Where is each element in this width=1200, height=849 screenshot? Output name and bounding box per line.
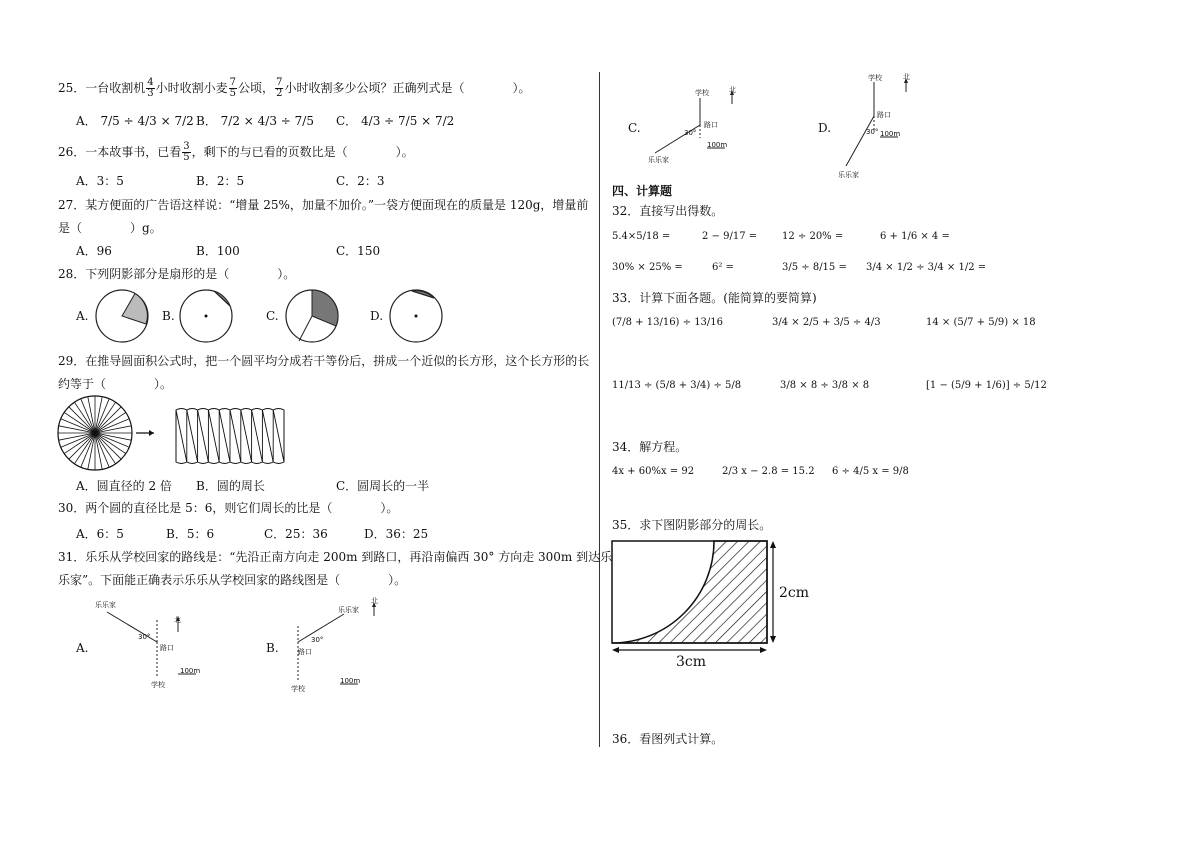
q29-option-b[interactable]: B．圆的周长 [196,479,265,493]
q31-map-b-home: 乐乐家 [338,606,359,614]
q25-option-b[interactable]: B． 7/2 × 4/3 ÷ 7/5 [196,114,314,128]
q33-item-6: [1 − (5/9 + 1/6)] ÷ 5/12 [926,380,1047,391]
q35-height-label: 2cm [779,585,810,601]
q31-map-b-school: 学校 [291,685,305,693]
q28-label-b[interactable]: B. [162,309,175,323]
q31-label-d[interactable]: D. [818,121,832,135]
q34-equation-3: 6 ÷ 4/5 x = 9/8 [832,466,909,477]
q28-stem: 28．下列阴影部分是扇形的是（ ）。 [58,267,296,281]
q31-map-d-scale: 100m [880,130,901,138]
q31-map-a-angle: 30° [138,633,151,641]
q31-map-c-home: 乐乐家 [648,156,669,164]
q31-stem-line1: 31．乐乐从学校回家的路线是：“先沿正南方向走 200m 到路口，再沿南偏西 30° 方向走 300m 到达乐 [58,550,613,564]
q29-stem-line2: 约等于（ ）。 [58,377,173,391]
q28-label-d[interactable]: D. [370,309,384,323]
q34-equation-2: 2/3 x − 2.8 = 15.2 [722,466,815,477]
q31-map-a-north: 北 [174,616,181,624]
q33-item-4: 11/13 ÷ (5/8 + 3/4) ÷ 5/8 [612,380,742,391]
q27-option-b[interactable]: B．100 [196,244,240,258]
q30-option-b[interactable]: B．5：6 [166,527,215,541]
q34-stem: 34．解方程。 [612,440,688,454]
q31-label-a[interactable]: A. [76,641,89,655]
q31-stem-line2: 乐家”。下面能正确表示乐乐从学校回家的路线图是（ ）。 [58,573,407,587]
q32-item-3: 12 ÷ 20% = [782,231,844,242]
section-4-title: 四、计算题 [612,184,673,198]
q35-width-label: 3cm [676,654,707,670]
q31-map-c-crossing: 路口 [704,121,718,129]
q31-map-d-crossing: 路口 [877,111,891,119]
q30-option-c[interactable]: C．25：36 [264,527,328,541]
q30-option-a[interactable]: A．6：5 [76,527,124,541]
q29-option-a[interactable]: A．圆直径的 2 倍 [76,479,172,493]
q31-map-b-crossing: 路口 [298,648,312,656]
q26-option-a[interactable]: A．3：5 [76,174,124,188]
q32-item-6: 6² = [712,262,734,273]
q33-stem: 33．计算下面各题。(能简算的要简算) [612,291,817,305]
q31-label-b[interactable]: B. [266,641,279,655]
q26-stem: 26．一本故事书，已看 $\frac{3}{5}$ ，剩下的与已看的页数比是（ ）。 [58,141,414,163]
q31-map-c-angle: 30° [684,129,697,137]
q26-fraction-3-5: $\frac{3}{5}$ [183,141,190,163]
q29-option-c[interactable]: C．圆周长的一半 [336,479,430,493]
q27-stem-line1: 27．某方便面的广告语这样说：“增量 25%，加量不加价。”一袋方便面现在的质量是 120g，增量前 [58,198,589,212]
q32-item-7: 3/5 ÷ 8/15 = [782,262,847,273]
q32-item-2: 2 − 9/17 = [702,231,758,242]
q32-stem: 32．直接写出得数。 [612,204,724,218]
q33-item-3: 14 × (5/7 + 5/9) × 18 [926,317,1036,328]
q31-map-a-school: 学校 [151,681,165,689]
q32-item-1: 5.4×5/18 = [612,231,671,242]
q31-map-a-crossing: 路口 [160,644,174,652]
q31-map-c-scale: 100m [707,141,728,149]
q35-stem: 35．求下图阴影部分的周长。 [612,518,772,532]
q28-label-a[interactable]: A. [76,309,89,323]
q31-map-d-angle: 30° [866,128,879,136]
q31-map-c-north: 北 [729,86,736,94]
q27-stem-line2: 是（ ）g。 [58,221,162,235]
q27-option-c[interactable]: C．150 [336,244,381,258]
q31-map-b-scale: 100m [340,677,361,685]
q29-stem-line1: 29．在推导圆面积公式时，把一个圆平均分成若干等份后，拼成一个近似的长方形，这个长方形的长 [58,354,590,368]
q32-item-8: 3/4 × 1/2 ÷ 3/4 × 1/2 = [866,262,987,273]
q28-label-c[interactable]: C. [266,309,279,323]
q30-stem: 30．两个圆的直径比是 5：6，则它们周长的比是（ ）。 [58,501,399,515]
q32-item-4: 6 + 1/6 × 4 = [880,231,950,242]
q34-equation-1: 4x + 60%x = 92 [612,466,695,477]
q31-map-d-home: 乐乐家 [838,171,859,179]
q31-map-d-north: 北 [903,73,910,81]
q36-stem: 36．看图列式计算。 [612,732,724,746]
q25-fraction-7-2: $\frac{7}{2}$ [276,77,283,99]
q33-item-2: 3/4 × 2/5 + 3/5 ÷ 4/3 [772,317,881,328]
q27-option-a[interactable]: A．96 [76,244,112,258]
q31-map-a-home: 乐乐家 [95,601,116,609]
q25-fraction-7-5: $\frac{7}{5}$ [229,77,237,99]
q31-map-c-school: 学校 [695,89,709,97]
q30-option-d[interactable]: D．36：25 [364,527,429,541]
q31-map-b-angle: 30° [311,636,324,644]
q31-label-c[interactable]: C. [628,121,641,135]
q25-option-c[interactable]: C． 4/3 ÷ 7/5 × 7/2 [336,114,455,128]
q25-option-a[interactable]: A． 7/5 ÷ 4/3 × 7/2 [76,114,194,128]
q32-item-5: 30% × 25% = [612,262,683,273]
q25-stem: 25．一台收割机 $\frac{4}{3}$ 小时收割小麦 $\frac{7}{5}$ 公顷， $\frac{7}{2}$ 小时收割多少公顷？正确列式是（ ）。 [58,77,531,99]
q26-option-b[interactable]: B．2：5 [196,174,245,188]
q31-map-a-scale: 100m [180,667,201,675]
q25-fraction-4-3: $\frac{4}{3}$ [147,77,154,99]
q31-map-b-north: 北 [371,597,378,605]
q33-item-1: (7/8 + 13/16) ÷ 13/16 [612,317,724,328]
q26-option-c[interactable]: C．2：3 [336,174,385,188]
q33-item-5: 3/8 × 8 ÷ 3/8 × 8 [780,380,870,391]
q31-map-d-school: 学校 [868,74,882,82]
